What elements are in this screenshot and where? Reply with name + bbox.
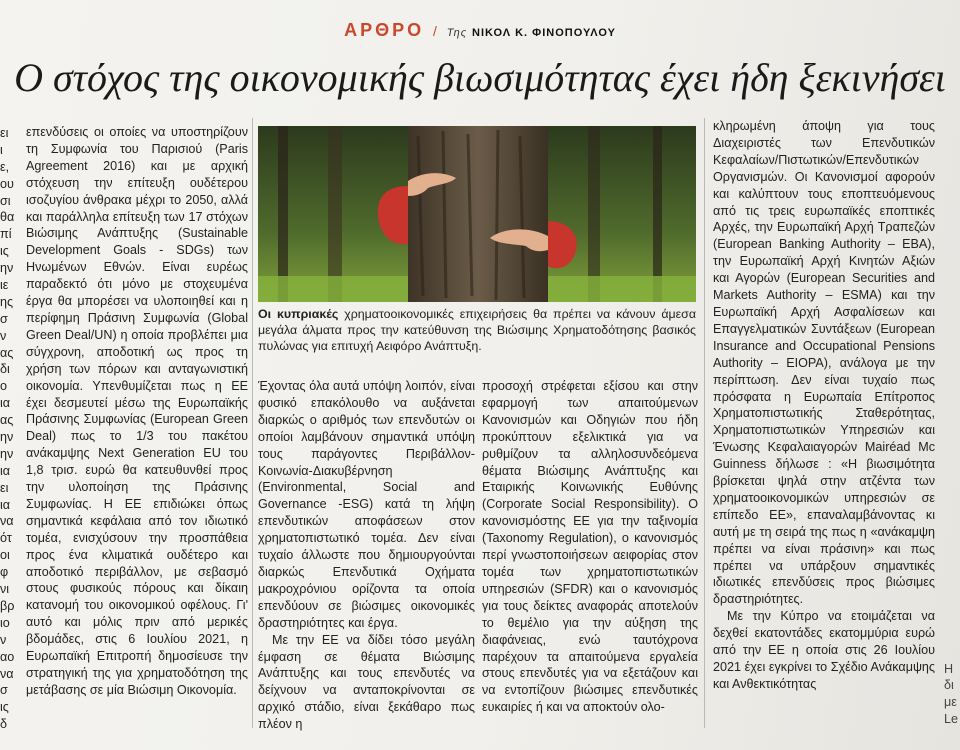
edge-fragment <box>944 238 960 255</box>
edge-fragment <box>944 542 960 559</box>
article-column-2 <box>258 378 475 733</box>
edge-fragment <box>944 559 960 576</box>
edge-fragment: να <box>0 666 14 681</box>
edge-fragment: ια <box>0 463 11 478</box>
edge-fragment <box>944 475 960 492</box>
caption-text: χρηματοοικονομικές επιχειρήσεις θα πρέπει να κάνουν άμεσα μεγάλα άλματα προς την κατεύθυνση της Βιώσιμης Χρηματοδότησης βασικός πυλώνας για επιτυχή Αειφόρο Ανάπτυξη. <box>258 307 696 354</box>
paragraph: επενδύσεις οι οποίες να υποστηρίζουν τη Συμφωνία του Παρισιού (Paris Agreement 2016) και με αρχική στόχευση την επίτευξη ουδέτερου ισοζυγίου άνθρακα μέχρι το 2050, αλλά και παράλληλα επίτευξη των 17 στόχων Βιώσιμης Ανάπτυξης (Sustainable Development Goals - SDGs) των Ηνωμένων Εθνών. Είναι ευρέως παραδεκτό ότι μόνο με στοχευμένα έργα θα μπορέσει να υλοποιηθεί και η περίφημη Πράσινη Συμφωνία (Global Green Deal/UN) η οποία προβλέπει μια σύγχρονη, αποδοτική ως προς τη χρήση των πόρων και ανταγωνιστική οικονομία. Υπενθυμίζεται πως η ΕΕ έχει δεσμευτεί μέσω της Ευρωπαϊκής Πράσινης Συμφωνίας (European Green Deal) πως το 1/3 του πακέτου ανάκαμψης Next Generation EU του 1,8 τρισ. ευρώ θα κατευθυνθεί προς την υλοποίηση της Πράσινης Συμφωνίας. Η ΕΕ επιδιώκει όπως σημαντικά κεφάλαια από τον ιδιωτικό τομέα, ενισχύσουν την προσπάθεια προς ένα κλιματικά ουδέτερο και αποδοτικό περιβάλλον, με σεβασμό στους φυσικούς πόρους και δίκαιη κατανομή του οικονομικού οφέλους. Γι' αυτό και μόλις πριν από μερικές βδομάδες, στις 6 Ιουλίου 2021, η Ευρωπαϊκή Επιτροπή δημοσίευσε την στρατηγική της για χρηματοδότηση της μετάβασης σε μία Βιώσιμη Οικονομία. <box>26 125 248 697</box>
headline: Ο στόχος της οικονομικής βιωσιμότητας έχει ήδη ξεκινήσει <box>14 55 946 100</box>
edge-fragment: ότ <box>0 531 12 546</box>
edge-fragment: ν <box>0 328 7 343</box>
edge-fragment: με <box>944 695 957 710</box>
edge-fragment: ας <box>0 345 14 360</box>
article-column-3 <box>482 378 698 716</box>
edge-fragment <box>944 508 960 525</box>
edge-fragment: πί <box>0 227 12 242</box>
edge-fragment <box>944 644 960 661</box>
previous-column-fragment <box>0 125 20 733</box>
edge-fragment <box>944 576 960 593</box>
edge-fragment: ις <box>0 244 9 259</box>
edge-fragment: φ <box>0 565 9 580</box>
edge-fragment: αο <box>0 649 15 664</box>
edge-fragment <box>944 610 960 627</box>
paragraph: Με την ΕΕ να δίδει τόσο μεγάλη έμφαση σε θέματα Βιώσιμης Ανάπτυξης και τους επενδυτές να δείχνουν να ανταποκρίνονται σε αρχικό στάδιο, είναι ξεκάθαρο πως πλέον η <box>258 632 475 732</box>
edge-fragment <box>944 373 960 390</box>
edge-fragment: δι <box>944 678 954 693</box>
edge-fragment <box>944 188 960 205</box>
edge-fragment <box>944 171 960 188</box>
edge-fragment: ην <box>0 261 14 276</box>
edge-fragment: ια <box>0 497 11 512</box>
edge-fragment: νι <box>0 582 10 597</box>
edge-fragment: ει <box>0 126 9 140</box>
edge-fragment: ης <box>0 294 14 309</box>
edge-fragment: Η <box>944 661 954 676</box>
edge-fragment: ι <box>0 142 3 157</box>
article-column-4 <box>713 118 935 693</box>
kicker-separator: / <box>432 23 438 39</box>
column-rule <box>704 118 705 728</box>
edge-fragment <box>944 306 960 323</box>
section-label: ΑΡΘΡΟ <box>344 20 425 40</box>
edge-fragment: ο <box>0 379 8 394</box>
edge-fragment: βρ <box>0 598 15 613</box>
edge-fragment <box>944 492 960 509</box>
edge-fragment: ιε <box>0 278 9 293</box>
edge-fragment: ε, <box>0 159 10 174</box>
paragraph: προσοχή στρέφεται εξίσου και στην εφαρμογή των απαιτούμενων Κανονισμών και Οδηγιών που ήδη προκύπτουν εξελικτικά για να ρυθμίζουν τα αλληλοσυνδεόμενα θέματα Βιώσιμης Ανάπτυξης και Εταιρικής Κοινωνικής Ευθύνης (Corporate Social Responsibility). Ο κανονισμόστης ΕΕ για την ταξινομία (Taxonomy Regulation), ο κανονισμός περί γνωστοποιήσεων αειφορίας στον τομέα των χρηματοπιστωτικών υπηρεσιών (SFDR) και ο κανονισμός για τους δείκτες αναφοράς αποτελούν το θεμέλιο για την αύξηση της διαφάνειας, ενώ ταυτόχρονα παρέχουν τα απαιτούμενα εργαλεία στους επενδυτές για να εξετάζουν και να εντοπίζουν βιώσιμες επενδυτικές ευκαιρίες ή και να αποκτούν ολο- <box>482 379 698 715</box>
edge-fragment <box>944 255 960 272</box>
edge-fragment <box>944 289 960 306</box>
tree-hug-image <box>258 126 696 302</box>
edge-fragment: Le <box>944 712 959 727</box>
caption-lead: Οι κυπριακές <box>258 307 339 321</box>
edge-fragment: οι <box>0 548 10 563</box>
byline-prefix: Της <box>446 27 468 39</box>
edge-fragment: ιο <box>0 615 10 630</box>
edge-fragment: δι <box>0 362 10 377</box>
edge-fragment: ις <box>0 700 9 715</box>
edge-fragment <box>944 356 960 373</box>
edge-fragment: σ <box>0 311 8 326</box>
edge-fragment <box>944 120 960 137</box>
edge-fragment: ια <box>0 396 11 411</box>
edge-fragment <box>944 340 960 357</box>
next-column-fragment <box>944 120 960 728</box>
edge-fragment <box>944 424 960 441</box>
edge-fragment <box>944 407 960 424</box>
paragraph: Με την Κύπρο να ετοιμάζεται να δεχθεί εκατοντάδες εκατομμύρια ευρώ από την ΕΕ η οποία στις 26 Ιουλίου 2021 έχει εγκρίνει το Σχέδιο Ανάκαμψης και Ανθεκτικότητας <box>713 609 935 691</box>
edge-fragment <box>944 458 960 475</box>
edge-fragment <box>944 525 960 542</box>
edge-fragment: ην <box>0 446 14 461</box>
article-photo <box>258 126 696 302</box>
edge-fragment <box>944 154 960 171</box>
edge-fragment <box>944 441 960 458</box>
edge-fragment <box>944 323 960 340</box>
edge-fragment: σ <box>0 683 8 698</box>
edge-fragment <box>944 627 960 644</box>
edge-fragment <box>944 390 960 407</box>
edge-fragment: ην <box>0 430 14 445</box>
edge-fragment: σι <box>0 193 11 208</box>
edge-fragment <box>944 137 960 154</box>
edge-fragment <box>944 272 960 289</box>
edge-fragment: να <box>0 514 14 529</box>
edge-fragment <box>944 593 960 610</box>
edge-fragment: ν <box>0 632 7 647</box>
edge-fragment: ει <box>0 480 9 495</box>
paragraph: κληρωμένη άποψη για τους Διαχειριστές των Επενδυτικών Κεφαλαίων/Πιστωτικών/Επενδυτικών Οργανισμών. Οι Κανονισμοί αφορούν και καλύπτουν τους εποπτευόμενους από τις τρεις ευρωπαϊκές εποπτικές Αρχές, την Ευρωπαϊκή Αρχή Τραπεζών (European Banking Authority – EBA), την Ευρωπαϊκή Αρχή Κινητών Αξιών και Αγορών (European Securities and Markets Authority – ESMA) και την Ευρωπαϊκή Αρχή Ασφαλίσεων και Επαγγελματικών Συντάξεων (European Insurance and Occupational Pensions Authority – EIOPA), ανάλογα με την περίπτωση. Δεν είναι τυχαίο πως πρόσφατα η Ευρωπαία Επίτροπος Χρηματοπιστωτικής Σταθερότητας, Χρηματοπιστωτικών Υπηρεσιών και Ένωσης Κεφαλαιαγορών Mairéad Mc Guinness δήλωσε : «Η βιωσιμότητα βρίσκεται ψηλά στην ατζέντα των χρηματοοικονομικών υπηρεσιών σε επίπεδο ΕΕ», επαναλαμβάνοντας κι αυτή με τη σειρά της πως η «ανάκαμψη πρέπει να είναι πράσινη» και πως πρέπει να υπάρξουν σημαντικές ιδιωτικές επενδύσεις προς βιώσιμες δραστηριότητες. <box>713 119 935 607</box>
article-column-1 <box>26 124 248 699</box>
edge-fragment <box>944 204 960 221</box>
edge-fragment <box>944 221 960 238</box>
paragraph: Έχοντας όλα αυτά υπόψη λοιπόν, είναι φυσικό επακόλουθο να αυξάνεται διαρκώς ο αριθμός των επενδυτών οι οποίοι λαμβάνουν σημαντικά υπόψη τους παράγοντες Περιβάλλον-Κοινωνία-Διακυβέρνηση (Environmental, Social and Governance -ESG) κατά τη λήψη επενδυτικών αποφάσεων στον χρηματοπιστωτικό τομέα. Δεν είναι τυχαίο άλλωστε που δημιουργούνται διαρκώς Επενδυτικά Οχήματα μακροχρόνιου ορίζοντα τα οποία επενδύουν σε βιώσιμες οικονομικές δραστηριότητες και έργα. <box>258 379 475 630</box>
photo-caption <box>258 306 696 355</box>
edge-fragment: ας <box>0 413 14 428</box>
edge-fragment: θα <box>0 210 15 225</box>
edge-fragment: ου <box>0 176 14 191</box>
edge-fragment: δ <box>0 717 8 732</box>
article-kicker <box>0 20 960 41</box>
column-rule <box>252 118 253 728</box>
author-name: ΝΙΚΟΛ Κ. ΦΙΝΟΠΟΥΛΟΥ <box>472 27 616 39</box>
